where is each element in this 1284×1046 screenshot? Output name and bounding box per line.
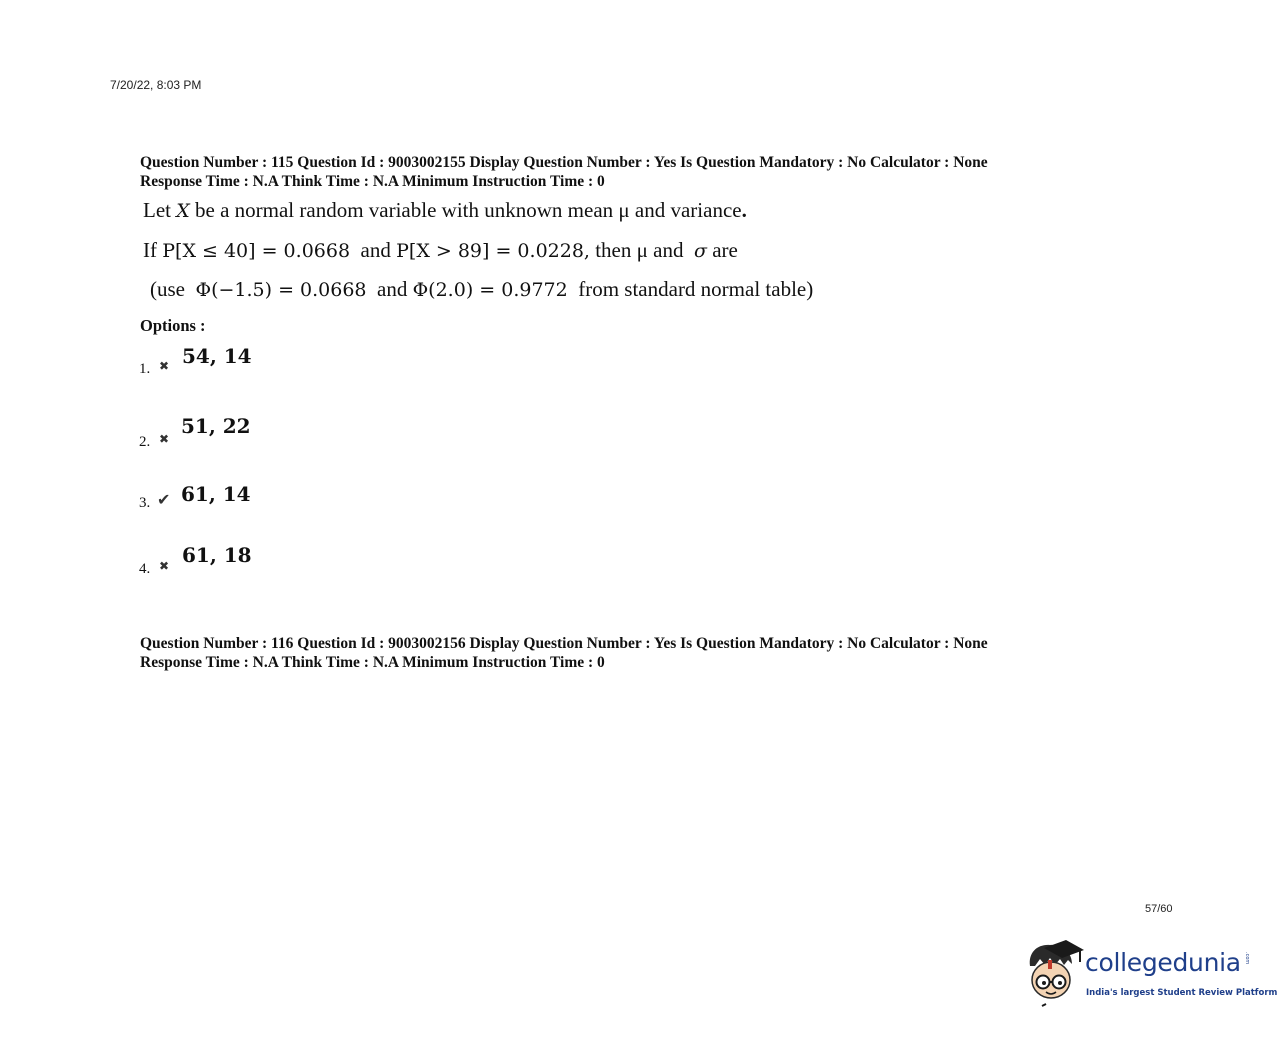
q-dot: . <box>741 198 747 222</box>
mascot-icon <box>1022 938 1084 1010</box>
options-label: Options : <box>140 316 206 335</box>
logo-suffix: .com <box>1244 952 1250 965</box>
question-116-meta <box>140 634 988 672</box>
question-115-meta-line2: Response Time : N.A Think Time : N.A Minimum Instruction Time : 0 <box>140 173 605 190</box>
option-number: 4. <box>139 561 151 577</box>
q-text: be a normal random variable with unknown mean μ and variance <box>195 198 742 222</box>
q-text: Let <box>143 198 171 222</box>
q-expr-1: P[X ≤ 40] = 0.0668 <box>162 240 351 262</box>
cross-icon: ✖ <box>159 559 170 573</box>
question-115-meta-line1: Question Number : 115 Question Id : 9003002155 Display Question Number : Yes Is Question Mandatory : No Calculator : None <box>140 154 988 171</box>
cross-icon: ✖ <box>159 432 170 446</box>
logo-tagline: India's largest Student Review Platform <box>1086 988 1278 998</box>
option-value: 54, 14 <box>182 344 252 368</box>
question-115-line-2 <box>143 238 738 263</box>
question-115-line-3 <box>150 277 813 302</box>
option-number: 2. <box>139 434 151 450</box>
q-var-x: X <box>176 200 190 222</box>
option-value: 51, 22 <box>181 414 251 438</box>
option-value: 61, 18 <box>182 543 252 567</box>
q-text: and <box>377 277 408 301</box>
logo-wordmark: collegedunia <box>1085 948 1241 977</box>
cross-icon: ✖ <box>159 359 170 373</box>
q-expr-4: Φ(2.0) = 0.9772 <box>412 279 568 301</box>
collegedunia-logo <box>1022 938 1278 1010</box>
q-text: and <box>360 238 391 262</box>
q-expr-3: Φ(−1.5) = 0.0668 <box>195 279 367 301</box>
question-116-meta-line2: Response Time : N.A Think Time : N.A Minimum Instruction Time : 0 <box>140 654 605 671</box>
q-text: are <box>712 238 738 262</box>
option-number: 1. <box>139 361 151 377</box>
print-timestamp: 7/20/22, 8:03 PM <box>110 78 202 92</box>
q-sigma: σ <box>693 240 707 262</box>
q-text: (use <box>150 277 185 301</box>
option-value: 61, 14 <box>181 482 251 506</box>
q-text: then μ and <box>595 238 684 262</box>
question-115-meta <box>140 153 988 191</box>
question-116-meta-line1: Question Number : 116 Question Id : 9003002156 Display Question Number : Yes Is Question Mandatory : No Calculator : None <box>140 635 988 652</box>
page-number: 57/60 <box>1145 903 1173 915</box>
q-text: from standard normal table) <box>578 277 814 301</box>
question-115-line-1 <box>143 198 747 223</box>
q-expr-2: P[X > 89] = 0.0228, <box>396 240 590 262</box>
option-number: 3. <box>139 495 151 511</box>
check-icon: ✔ <box>157 490 171 509</box>
q-text: If <box>143 238 157 262</box>
